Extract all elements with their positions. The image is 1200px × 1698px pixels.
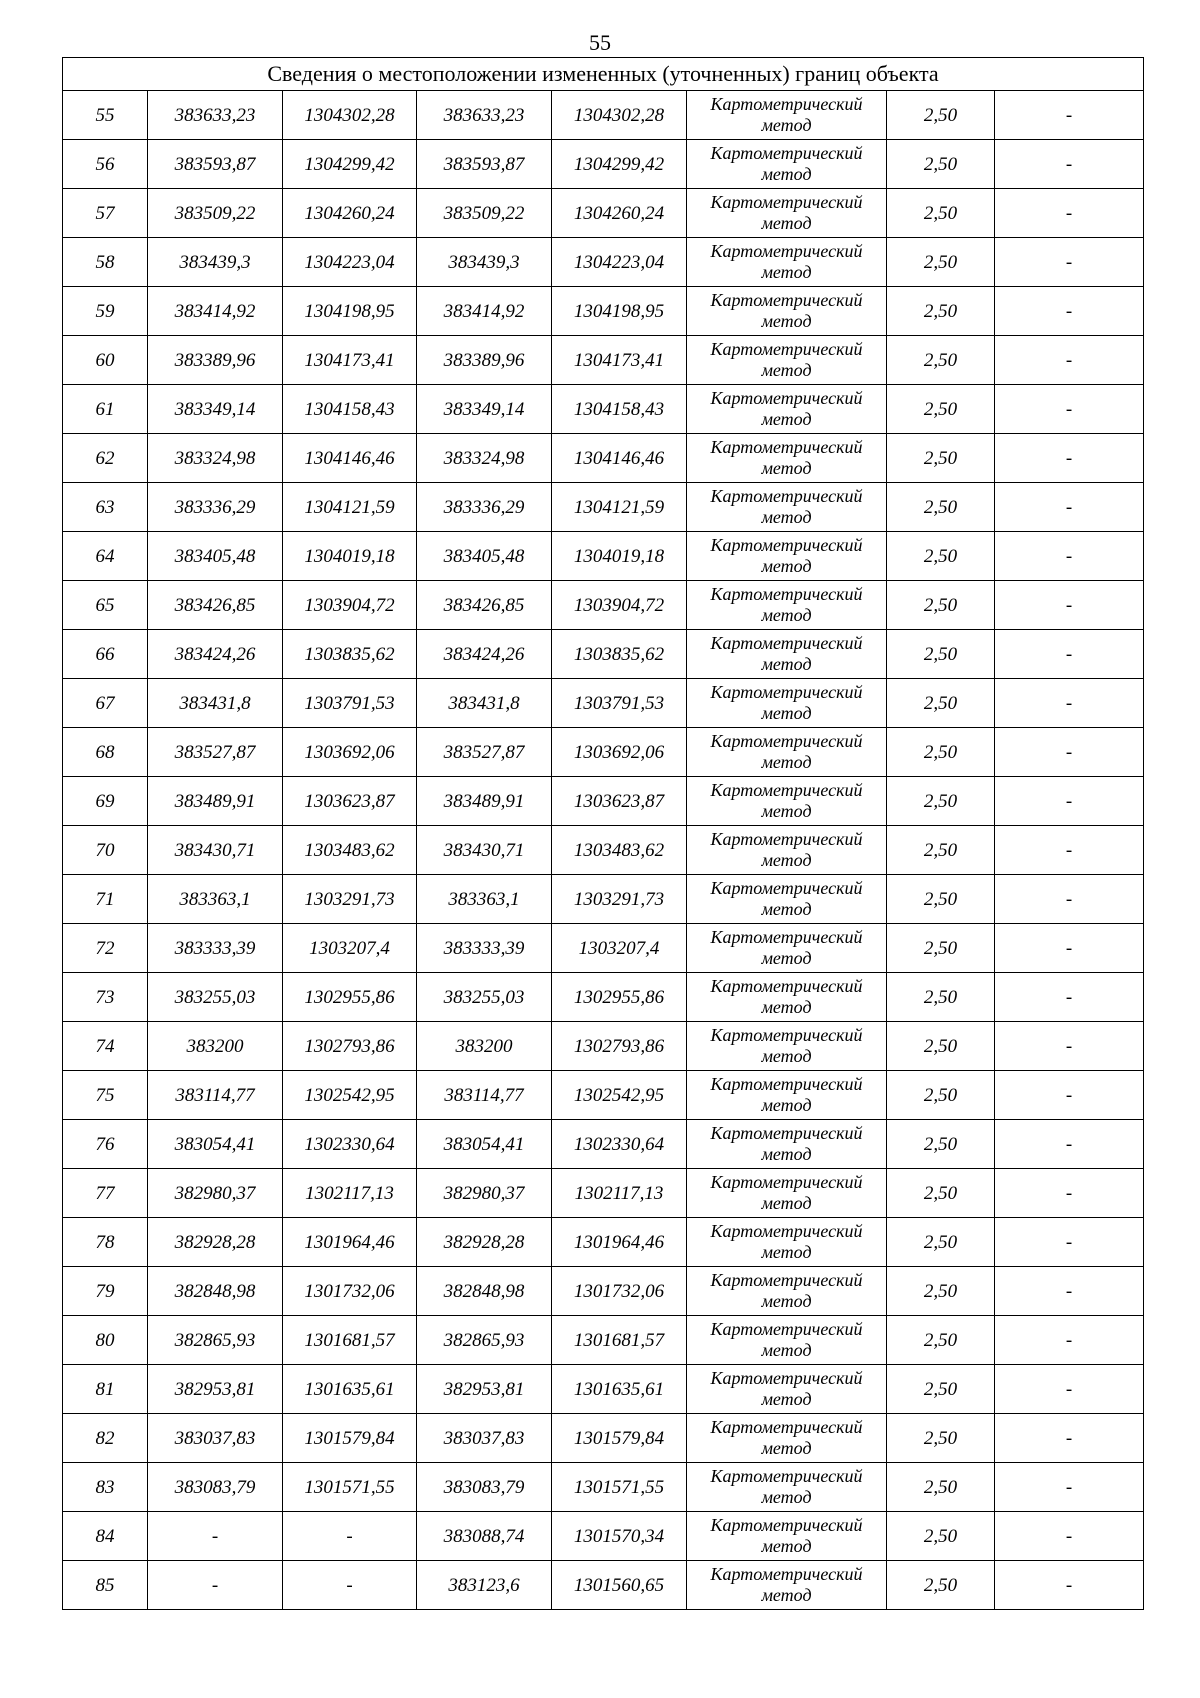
method-cell: Картометрический метод <box>687 679 887 728</box>
table-row <box>63 140 1144 189</box>
accuracy-cell: 2,50 <box>887 336 995 385</box>
existing-x-cell: 383255,03 <box>148 973 283 1022</box>
existing-y-cell: 1304260,24 <box>283 189 417 238</box>
method-cell: Картометрический метод <box>687 91 887 140</box>
description-cell: - <box>995 581 1144 630</box>
table-row <box>63 924 1144 973</box>
method-cell: Картометрический метод <box>687 1071 887 1120</box>
existing-y-cell: 1302955,86 <box>283 973 417 1022</box>
description-cell: - <box>995 973 1144 1022</box>
new-y-cell: 1301964,46 <box>552 1218 687 1267</box>
new-x-cell: 383333,39 <box>417 924 552 973</box>
existing-x-cell: 382928,28 <box>148 1218 283 1267</box>
new-y-cell: 1304299,42 <box>552 140 687 189</box>
table-row <box>63 1120 1144 1169</box>
new-y-cell: 1303835,62 <box>552 630 687 679</box>
description-cell: - <box>995 189 1144 238</box>
new-x-cell: 383389,96 <box>417 336 552 385</box>
method-cell: Картометрический метод <box>687 336 887 385</box>
table-row <box>63 1218 1144 1267</box>
existing-y-cell: 1301579,84 <box>283 1414 417 1463</box>
point-number-cell: 74 <box>63 1022 148 1071</box>
accuracy-cell: 2,50 <box>887 875 995 924</box>
table-row <box>63 1414 1144 1463</box>
table-row <box>63 679 1144 728</box>
point-number-cell: 85 <box>63 1561 148 1610</box>
point-number-cell: 71 <box>63 875 148 924</box>
table-row <box>63 777 1144 826</box>
table-row <box>63 1169 1144 1218</box>
method-cell: Картометрический метод <box>687 973 887 1022</box>
description-cell: - <box>995 1463 1144 1512</box>
existing-y-cell: 1302330,64 <box>283 1120 417 1169</box>
existing-x-cell: 382865,93 <box>148 1316 283 1365</box>
point-number-cell: 69 <box>63 777 148 826</box>
method-cell: Картометрический метод <box>687 630 887 679</box>
description-cell: - <box>995 1414 1144 1463</box>
existing-y-cell: 1303835,62 <box>283 630 417 679</box>
existing-y-cell: 1301571,55 <box>283 1463 417 1512</box>
point-number-cell: 61 <box>63 385 148 434</box>
accuracy-cell: 2,50 <box>887 973 995 1022</box>
method-cell: Картометрический метод <box>687 1365 887 1414</box>
point-number-cell: 56 <box>63 140 148 189</box>
point-number-cell: 59 <box>63 287 148 336</box>
existing-x-cell: 383054,41 <box>148 1120 283 1169</box>
new-x-cell: 383489,91 <box>417 777 552 826</box>
table-row <box>63 532 1144 581</box>
new-x-cell: 383349,14 <box>417 385 552 434</box>
table-row <box>63 1267 1144 1316</box>
method-cell: Картометрический метод <box>687 1512 887 1561</box>
point-number-cell: 79 <box>63 1267 148 1316</box>
boundary-coordinates-table <box>62 57 1144 1610</box>
accuracy-cell: 2,50 <box>887 777 995 826</box>
point-number-cell: 81 <box>63 1365 148 1414</box>
accuracy-cell: 2,50 <box>887 1218 995 1267</box>
description-cell: - <box>995 140 1144 189</box>
table-row <box>63 1071 1144 1120</box>
existing-y-cell: 1302793,86 <box>283 1022 417 1071</box>
existing-y-cell: 1301732,06 <box>283 1267 417 1316</box>
new-x-cell: 382953,81 <box>417 1365 552 1414</box>
new-y-cell: 1301570,34 <box>552 1512 687 1561</box>
description-cell: - <box>995 434 1144 483</box>
accuracy-cell: 2,50 <box>887 483 995 532</box>
accuracy-cell: 2,50 <box>887 630 995 679</box>
table-row <box>63 1316 1144 1365</box>
existing-y-cell: 1301681,57 <box>283 1316 417 1365</box>
point-number-cell: 80 <box>63 1316 148 1365</box>
new-x-cell: 382980,37 <box>417 1169 552 1218</box>
new-y-cell: 1304302,28 <box>552 91 687 140</box>
new-y-cell: 1303791,53 <box>552 679 687 728</box>
new-y-cell: 1302793,86 <box>552 1022 687 1071</box>
description-cell: - <box>995 532 1144 581</box>
new-x-cell: 383633,23 <box>417 91 552 140</box>
table-body <box>63 58 1144 1610</box>
existing-x-cell: 382848,98 <box>148 1267 283 1316</box>
accuracy-cell: 2,50 <box>887 826 995 875</box>
point-number-cell: 63 <box>63 483 148 532</box>
method-cell: Картометрический метод <box>687 385 887 434</box>
existing-y-cell: 1304173,41 <box>283 336 417 385</box>
existing-y-cell: 1304158,43 <box>283 385 417 434</box>
accuracy-cell: 2,50 <box>887 1316 995 1365</box>
method-cell: Картометрический метод <box>687 1022 887 1071</box>
description-cell: - <box>995 1512 1144 1561</box>
existing-x-cell: 383593,87 <box>148 140 283 189</box>
new-y-cell: 1301560,65 <box>552 1561 687 1610</box>
point-number-cell: 65 <box>63 581 148 630</box>
new-y-cell: 1301635,61 <box>552 1365 687 1414</box>
existing-x-cell: - <box>148 1561 283 1610</box>
table-row <box>63 336 1144 385</box>
new-y-cell: 1304121,59 <box>552 483 687 532</box>
new-y-cell: 1303904,72 <box>552 581 687 630</box>
new-y-cell: 1303623,87 <box>552 777 687 826</box>
accuracy-cell: 2,50 <box>887 1561 995 1610</box>
table-row <box>63 1561 1144 1610</box>
table-row <box>63 728 1144 777</box>
point-number-cell: 84 <box>63 1512 148 1561</box>
accuracy-cell: 2,50 <box>887 385 995 434</box>
table-row <box>63 630 1144 679</box>
existing-x-cell: 383389,96 <box>148 336 283 385</box>
method-cell: Картометрический метод <box>687 1316 887 1365</box>
accuracy-cell: 2,50 <box>887 1120 995 1169</box>
existing-x-cell: 382953,81 <box>148 1365 283 1414</box>
existing-y-cell: 1304198,95 <box>283 287 417 336</box>
page-number: 55 <box>589 30 611 55</box>
new-y-cell: 1302330,64 <box>552 1120 687 1169</box>
description-cell: - <box>995 91 1144 140</box>
table-row <box>63 1463 1144 1512</box>
new-y-cell: 1304146,46 <box>552 434 687 483</box>
new-y-cell: 1304019,18 <box>552 532 687 581</box>
method-cell: Картометрический метод <box>687 1463 887 1512</box>
description-cell: - <box>995 336 1144 385</box>
new-y-cell: 1304198,95 <box>552 287 687 336</box>
existing-y-cell: 1303291,73 <box>283 875 417 924</box>
accuracy-cell: 2,50 <box>887 238 995 287</box>
description-cell: - <box>995 630 1144 679</box>
new-x-cell: 382848,98 <box>417 1267 552 1316</box>
description-cell: - <box>995 238 1144 287</box>
new-x-cell: 383088,74 <box>417 1512 552 1561</box>
existing-y-cell: 1304146,46 <box>283 434 417 483</box>
description-cell: - <box>995 287 1144 336</box>
new-y-cell: 1304223,04 <box>552 238 687 287</box>
existing-x-cell: 383333,39 <box>148 924 283 973</box>
description-cell: - <box>995 924 1144 973</box>
description-cell: - <box>995 385 1144 434</box>
method-cell: Картометрический метод <box>687 1120 887 1169</box>
point-number-cell: 72 <box>63 924 148 973</box>
new-x-cell: 383255,03 <box>417 973 552 1022</box>
new-x-cell: 383363,1 <box>417 875 552 924</box>
new-y-cell: 1301579,84 <box>552 1414 687 1463</box>
table-row <box>63 238 1144 287</box>
existing-y-cell: 1301964,46 <box>283 1218 417 1267</box>
table-row <box>63 581 1144 630</box>
method-cell: Картометрический метод <box>687 728 887 777</box>
existing-y-cell: - <box>283 1561 417 1610</box>
new-y-cell: 1303483,62 <box>552 826 687 875</box>
accuracy-cell: 2,50 <box>887 1512 995 1561</box>
existing-y-cell: 1303483,62 <box>283 826 417 875</box>
existing-y-cell: 1302542,95 <box>283 1071 417 1120</box>
existing-x-cell: 383424,26 <box>148 630 283 679</box>
new-x-cell: 383509,22 <box>417 189 552 238</box>
description-cell: - <box>995 679 1144 728</box>
new-x-cell: 383593,87 <box>417 140 552 189</box>
new-x-cell: 383439,3 <box>417 238 552 287</box>
description-cell: - <box>995 1169 1144 1218</box>
existing-x-cell: 383336,29 <box>148 483 283 532</box>
existing-x-cell: 383633,23 <box>148 91 283 140</box>
table-title-row <box>63 58 1144 91</box>
table-row <box>63 1365 1144 1414</box>
existing-x-cell: 383426,85 <box>148 581 283 630</box>
description-cell: - <box>995 777 1144 826</box>
accuracy-cell: 2,50 <box>887 1071 995 1120</box>
point-number-cell: 76 <box>63 1120 148 1169</box>
description-cell: - <box>995 1022 1144 1071</box>
table-row <box>63 973 1144 1022</box>
point-number-cell: 67 <box>63 679 148 728</box>
existing-x-cell: 383200 <box>148 1022 283 1071</box>
table-title: Сведения о местоположении измененных (уточненных) границ объекта <box>63 58 1144 91</box>
point-number-cell: 73 <box>63 973 148 1022</box>
accuracy-cell: 2,50 <box>887 679 995 728</box>
accuracy-cell: 2,50 <box>887 924 995 973</box>
point-number-cell: 64 <box>63 532 148 581</box>
new-x-cell: 382865,93 <box>417 1316 552 1365</box>
existing-y-cell: 1303904,72 <box>283 581 417 630</box>
existing-x-cell: 383527,87 <box>148 728 283 777</box>
point-number-cell: 55 <box>63 91 148 140</box>
new-x-cell: 383054,41 <box>417 1120 552 1169</box>
table-row <box>63 91 1144 140</box>
new-x-cell: 383430,71 <box>417 826 552 875</box>
existing-x-cell: 383037,83 <box>148 1414 283 1463</box>
existing-y-cell: - <box>283 1512 417 1561</box>
existing-x-cell: 383414,92 <box>148 287 283 336</box>
new-x-cell: 383083,79 <box>417 1463 552 1512</box>
table-row <box>63 385 1144 434</box>
existing-y-cell: 1303623,87 <box>283 777 417 826</box>
existing-x-cell: - <box>148 1512 283 1561</box>
new-y-cell: 1303692,06 <box>552 728 687 777</box>
existing-y-cell: 1304121,59 <box>283 483 417 532</box>
method-cell: Картометрический метод <box>687 1561 887 1610</box>
existing-x-cell: 382980,37 <box>148 1169 283 1218</box>
point-number-cell: 83 <box>63 1463 148 1512</box>
new-x-cell: 383426,85 <box>417 581 552 630</box>
existing-x-cell: 383349,14 <box>148 385 283 434</box>
new-y-cell: 1302542,95 <box>552 1071 687 1120</box>
existing-x-cell: 383489,91 <box>148 777 283 826</box>
new-y-cell: 1301571,55 <box>552 1463 687 1512</box>
accuracy-cell: 2,50 <box>887 532 995 581</box>
description-cell: - <box>995 1365 1144 1414</box>
description-cell: - <box>995 1120 1144 1169</box>
existing-y-cell: 1304223,04 <box>283 238 417 287</box>
table-row <box>63 1512 1144 1561</box>
accuracy-cell: 2,50 <box>887 140 995 189</box>
existing-x-cell: 383083,79 <box>148 1463 283 1512</box>
accuracy-cell: 2,50 <box>887 1463 995 1512</box>
method-cell: Картометрический метод <box>687 238 887 287</box>
accuracy-cell: 2,50 <box>887 1022 995 1071</box>
new-x-cell: 383424,26 <box>417 630 552 679</box>
existing-y-cell: 1303692,06 <box>283 728 417 777</box>
description-cell: - <box>995 728 1144 777</box>
new-x-cell: 383405,48 <box>417 532 552 581</box>
existing-x-cell: 383430,71 <box>148 826 283 875</box>
method-cell: Картометрический метод <box>687 434 887 483</box>
table-row <box>63 287 1144 336</box>
existing-y-cell: 1303791,53 <box>283 679 417 728</box>
table-row <box>63 434 1144 483</box>
accuracy-cell: 2,50 <box>887 91 995 140</box>
table-row <box>63 189 1144 238</box>
point-number-cell: 60 <box>63 336 148 385</box>
accuracy-cell: 2,50 <box>887 287 995 336</box>
method-cell: Картометрический метод <box>687 875 887 924</box>
method-cell: Картометрический метод <box>687 1169 887 1218</box>
method-cell: Картометрический метод <box>687 189 887 238</box>
description-cell: - <box>995 483 1144 532</box>
method-cell: Картометрический метод <box>687 1267 887 1316</box>
existing-x-cell: 383431,8 <box>148 679 283 728</box>
new-x-cell: 383324,98 <box>417 434 552 483</box>
method-cell: Картометрический метод <box>687 1414 887 1463</box>
method-cell: Картометрический метод <box>687 777 887 826</box>
new-x-cell: 382928,28 <box>417 1218 552 1267</box>
table-row <box>63 875 1144 924</box>
new-y-cell: 1304158,43 <box>552 385 687 434</box>
method-cell: Картометрический метод <box>687 1218 887 1267</box>
new-y-cell: 1304260,24 <box>552 189 687 238</box>
new-y-cell: 1302955,86 <box>552 973 687 1022</box>
table-row <box>63 826 1144 875</box>
existing-x-cell: 383439,3 <box>148 238 283 287</box>
method-cell: Картометрический метод <box>687 581 887 630</box>
description-cell: - <box>995 1071 1144 1120</box>
description-cell: - <box>995 1267 1144 1316</box>
point-number-cell: 68 <box>63 728 148 777</box>
new-x-cell: 383114,77 <box>417 1071 552 1120</box>
new-y-cell: 1301681,57 <box>552 1316 687 1365</box>
existing-y-cell: 1304299,42 <box>283 140 417 189</box>
new-y-cell: 1302117,13 <box>552 1169 687 1218</box>
new-y-cell: 1303291,73 <box>552 875 687 924</box>
accuracy-cell: 2,50 <box>887 189 995 238</box>
point-number-cell: 70 <box>63 826 148 875</box>
method-cell: Картометрический метод <box>687 140 887 189</box>
new-y-cell: 1303207,4 <box>552 924 687 973</box>
accuracy-cell: 2,50 <box>887 1169 995 1218</box>
description-cell: - <box>995 1218 1144 1267</box>
accuracy-cell: 2,50 <box>887 1267 995 1316</box>
accuracy-cell: 2,50 <box>887 581 995 630</box>
table-row <box>63 483 1144 532</box>
existing-x-cell: 383324,98 <box>148 434 283 483</box>
method-cell: Картометрический метод <box>687 532 887 581</box>
point-number-cell: 75 <box>63 1071 148 1120</box>
accuracy-cell: 2,50 <box>887 434 995 483</box>
accuracy-cell: 2,50 <box>887 1365 995 1414</box>
existing-x-cell: 383405,48 <box>148 532 283 581</box>
method-cell: Картометрический метод <box>687 924 887 973</box>
table-row <box>63 1022 1144 1071</box>
new-x-cell: 383414,92 <box>417 287 552 336</box>
new-x-cell: 383037,83 <box>417 1414 552 1463</box>
description-cell: - <box>995 1561 1144 1610</box>
existing-y-cell: 1304302,28 <box>283 91 417 140</box>
existing-x-cell: 383509,22 <box>148 189 283 238</box>
accuracy-cell: 2,50 <box>887 728 995 777</box>
existing-x-cell: 383114,77 <box>148 1071 283 1120</box>
description-cell: - <box>995 826 1144 875</box>
existing-y-cell: 1302117,13 <box>283 1169 417 1218</box>
point-number-cell: 82 <box>63 1414 148 1463</box>
method-cell: Картометрический метод <box>687 287 887 336</box>
method-cell: Картометрический метод <box>687 483 887 532</box>
existing-y-cell: 1304019,18 <box>283 532 417 581</box>
point-number-cell: 58 <box>63 238 148 287</box>
new-x-cell: 383200 <box>417 1022 552 1071</box>
point-number-cell: 78 <box>63 1218 148 1267</box>
point-number-cell: 77 <box>63 1169 148 1218</box>
point-number-cell: 66 <box>63 630 148 679</box>
description-cell: - <box>995 875 1144 924</box>
new-x-cell: 383123,6 <box>417 1561 552 1610</box>
existing-y-cell: 1303207,4 <box>283 924 417 973</box>
new-x-cell: 383336,29 <box>417 483 552 532</box>
new-x-cell: 383431,8 <box>417 679 552 728</box>
new-y-cell: 1304173,41 <box>552 336 687 385</box>
new-y-cell: 1301732,06 <box>552 1267 687 1316</box>
point-number-cell: 57 <box>63 189 148 238</box>
new-x-cell: 383527,87 <box>417 728 552 777</box>
method-cell: Картометрический метод <box>687 826 887 875</box>
description-cell: - <box>995 1316 1144 1365</box>
existing-y-cell: 1301635,61 <box>283 1365 417 1414</box>
existing-x-cell: 383363,1 <box>148 875 283 924</box>
accuracy-cell: 2,50 <box>887 1414 995 1463</box>
point-number-cell: 62 <box>63 434 148 483</box>
